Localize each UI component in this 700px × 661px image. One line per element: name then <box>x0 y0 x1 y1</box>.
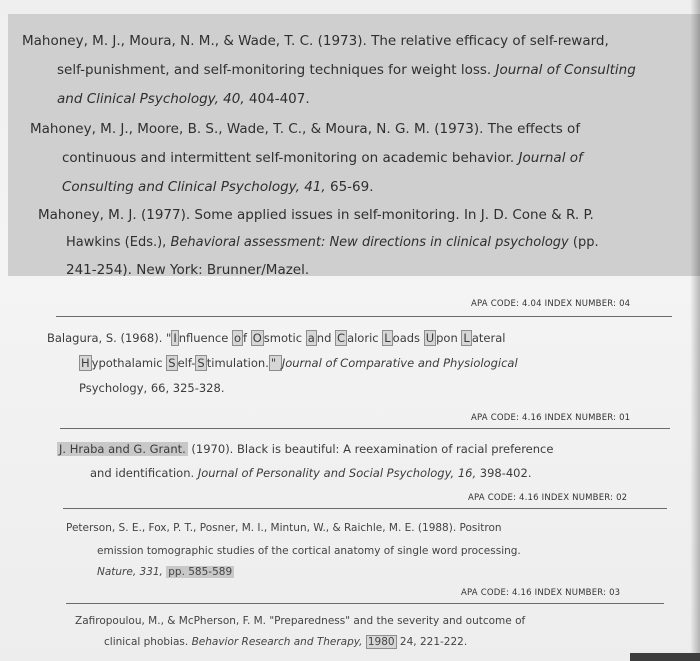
ref-peterson-line2: emission tomographic studies of the cortical anatomy of single word processing. <box>97 545 521 557</box>
ref-text: smotic <box>263 331 306 345</box>
ref-mahoney-1973b-line2 <box>62 150 583 166</box>
boxed-letter: o <box>233 331 242 345</box>
boxed-letter: L <box>384 331 391 345</box>
ref-mahoney-1973a-line3 <box>57 91 310 107</box>
ref-text: (pp. <box>568 235 599 250</box>
ref-mahoney-1977-line1: Mahoney, M. J. (1977). Some applied issues in self-monitoring. In J. D. Cone & R. P. <box>38 207 594 223</box>
ref-zafiropoulou-line2 <box>104 636 467 648</box>
ref-balagura-line2 <box>79 356 518 370</box>
page-edge-shadow <box>690 0 700 661</box>
ref-text: and identification. <box>90 466 198 480</box>
ref-mahoney-1973b-line1: Mahoney, M. J., Moore, B. S., Wade, T. C., & Moura, N. G. M. (1973). The effects of <box>30 121 581 137</box>
ref-hraba-line2 <box>90 466 531 480</box>
ref-mahoney-1977-line2 <box>66 235 599 250</box>
boxed-quote: " <box>270 356 280 370</box>
ref-text: Balagura, S. (1968). " <box>47 331 172 345</box>
journal-title: Behavior Research and Therapy, <box>191 636 363 648</box>
boxed-letter: H <box>81 356 90 370</box>
journal-title: and Clinical Psychology, 40, <box>57 91 245 107</box>
boxed-letter: L <box>463 331 470 345</box>
book-title: Behavioral assessment: New directions in clinical psychology <box>170 235 569 250</box>
ref-text: ateral <box>471 331 506 345</box>
divider <box>60 428 670 429</box>
ref-text: elf- <box>177 356 196 370</box>
ref-text: ypothalamic <box>91 356 167 370</box>
ref-hraba-line1 <box>57 442 553 456</box>
ref-peterson-line3 <box>97 566 234 578</box>
ref-text: clinical phobias. <box>104 636 192 648</box>
apa-code-label: APA CODE: 4.04 INDEX NUMBER: 04 <box>471 299 631 309</box>
boxed-letter: S <box>197 356 205 370</box>
boxed-letter: S <box>168 356 176 370</box>
boxed-letter: U <box>425 331 435 345</box>
ref-text: Hawkins (Eds.), <box>66 235 171 250</box>
ref-mahoney-1977-line3: 241-254). New York: Brunner/Mazel. <box>66 262 310 278</box>
ref-text: self-punishment, and self-monitoring techniques for weight loss. <box>57 62 496 78</box>
ref-text: (1970). Black is beautiful: A reexamination of racial preference <box>187 442 554 456</box>
journal-title: Journal of <box>518 150 583 166</box>
ref-balagura-line1 <box>47 331 505 345</box>
apa-code-label: APA CODE: 4.16 INDEX NUMBER: 03 <box>461 588 621 598</box>
highlighted-authors: J. Hraba and G. Grant. <box>59 442 186 456</box>
journal-title: Nature, 331, <box>97 566 163 578</box>
boxed-year: 1980 <box>367 636 395 648</box>
page-bottom-shadow <box>630 653 700 661</box>
pages: 404-407. <box>244 91 310 107</box>
ref-text: continuous and intermittent self-monitoring on academic behavior. <box>62 150 519 166</box>
ref-peterson-line1: Peterson, S. E., Fox, P. T., Posner, M. I., Mintun, W., & Raichle, M. E. (1988). Positron <box>66 522 502 534</box>
apa-code-label: APA CODE: 4.16 INDEX NUMBER: 01 <box>471 413 631 423</box>
ref-zafiropoulou-line1: Zafiropoulou, M., & McPherson, F. M. "Preparedness" and the severity and outcome of <box>75 615 526 627</box>
ref-text: oads <box>392 331 424 345</box>
divider <box>63 508 667 509</box>
journal-title: Journal of Comparative and Physiological <box>281 356 518 370</box>
pages: 24, 221-222. <box>396 636 468 648</box>
boxed-letter: I <box>173 331 177 345</box>
ref-text: f <box>243 331 251 345</box>
journal-title: Journal of Personality and Social Psychology, 16, <box>197 466 477 480</box>
divider <box>66 603 664 604</box>
boxed-letter: O <box>252 331 262 345</box>
ref-text: nd <box>316 331 336 345</box>
ref-text: aloric <box>347 331 383 345</box>
divider <box>56 316 672 317</box>
pages: 65-69. <box>325 179 374 195</box>
ref-mahoney-1973a-line2 <box>57 62 636 78</box>
ref-mahoney-1973b-line3 <box>62 179 374 195</box>
boxed-letter: C <box>337 331 346 345</box>
ref-mahoney-1973a-line1: Mahoney, M. J., Moura, N. M., & Wade, T. C. (1973). The relative efficacy of self-reward, <box>22 33 609 49</box>
boxed-letter: a <box>307 331 315 345</box>
ref-text: pon <box>436 331 462 345</box>
highlighted-pages: pp. 585-589 <box>168 566 233 578</box>
pages: 398-402. <box>476 466 532 480</box>
ref-text: timulation. <box>206 356 269 370</box>
journal-title: Journal of Consulting <box>495 62 636 78</box>
journal-title: Consulting and Clinical Psychology, 41, <box>62 179 326 195</box>
ref-text: nfluence <box>178 331 232 345</box>
apa-code-label: APA CODE: 4.16 INDEX NUMBER: 02 <box>468 493 628 503</box>
ref-balagura-line3: Psychology, 66, 325-328. <box>79 381 225 395</box>
